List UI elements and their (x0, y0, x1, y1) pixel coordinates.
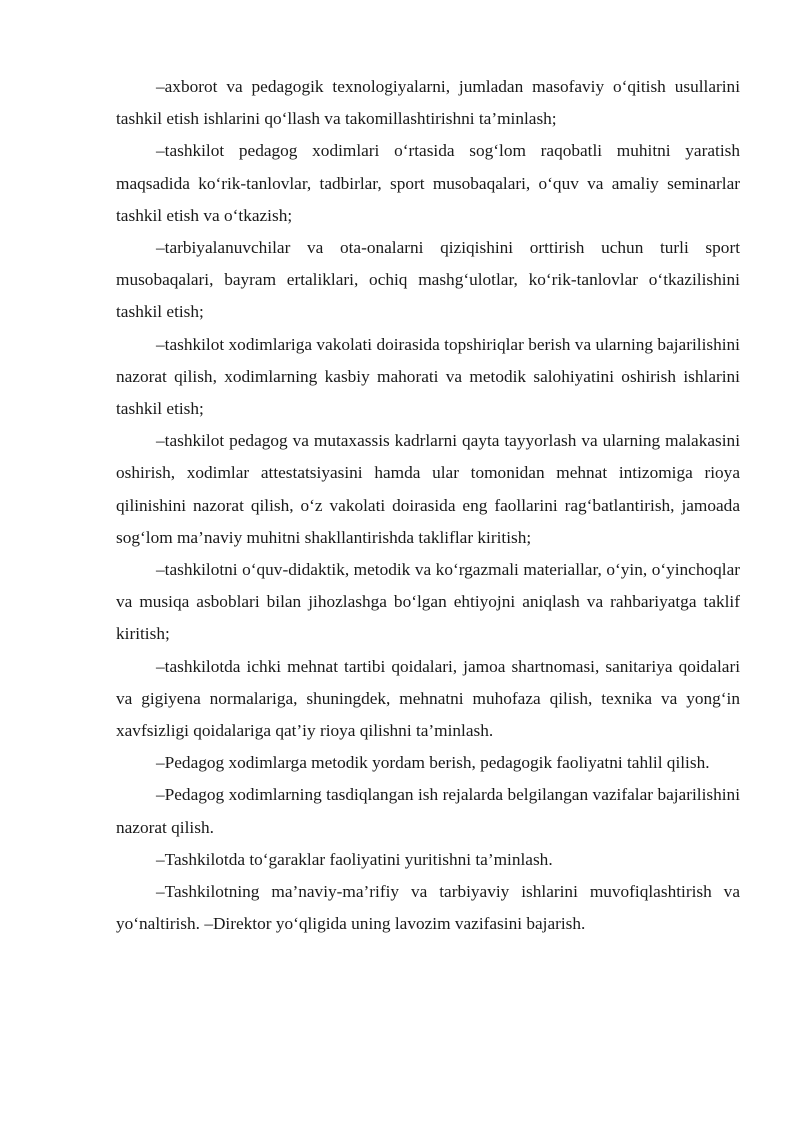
paragraph-5: –tashkilot pedagog va mutaxassis kadrlarni qayta tayyorlash va ularning malakasini oshirish, xodimlar attestatsiyasini hamda ular tomonidan mehnat intizomiga rioya qilinishini nazorat qilish, o‘z vakolati doirasida eng faollarini rag‘batlantirish, jamoada sog‘lom ma’naviy muhitni shakllantirishda takliflar kiritish; (116, 431, 740, 547)
paragraph-1: –axborot va pedagogik texnologiyalarni, jumladan masofaviy o‘qitish usullarini tashkil etish ishlarini qo‘llash va takomillashtirishni ta’minlash; (116, 77, 740, 129)
document-page (116, 71, 740, 940)
paragraph-6: –tashkilotni o‘quv-didaktik, metodik va ko‘rgazmali materiallar, o‘yin, o‘yinchoqlar va musiqa asboblari bilan jihozlashga bo‘lgan ehtiyojni aniqlash va rahbariyatga taklif kiritish; (116, 560, 740, 644)
paragraph-10: –Tashkilotda to‘garaklar faoliyatini yuritishni ta’minlash. (156, 849, 553, 869)
paragraph-3: –tarbiyalanuvchilar va ota-onalarni qiziqishini orttirish uchun turli sport musobaqalari, bayram ertaliklari, ochiq mashg‘ulotlar, ko‘rik-tanlovlar o‘tkazilishini tashkil etish; (116, 238, 740, 322)
paragraph-8: –Pedagog xodimlarga metodik yordam berish, pedagogik faoliyatni tahlil qilish. (156, 753, 710, 773)
paragraph-2: –tashkilot pedagog xodimlari o‘rtasida sog‘lom raqobatli muhitni yaratish maqsadida ko‘rik-tanlovlar, tadbirlar, sport musobaqalari, o‘quv va amaliy seminarlar tashkil etish va o‘tkazish; (116, 141, 740, 225)
paragraph-4: –tashkilot xodimlariga vakolati doirasida topshiriqlar berish va ularning bajarilishini nazorat qilish, xodimlarning kasbiy mahorati va metodik salohiyatini oshirish ishlarini tashkil etish; (116, 334, 740, 419)
paragraph-9: –Pedagog xodimlarning tasdiqlangan ish rejalarda belgilangan vazifalar bajarilishini nazorat qilish. (116, 785, 740, 837)
paragraph-11: –Tashkilotning ma’naviy-ma’rifiy va tarbiyaviy ishlarini muvofiqlashtirish va yo‘naltirish. –Direktor yo‘qligida uning lavozim vazifasini bajarish. (116, 882, 740, 934)
paragraph-7: –tashkilotda ichki mehnat tartibi qoidalari, jamoa shartnomasi, sanitariya qoidalari va gigiyena normalariga, shuningdek, mehnatni muhofaza qilish, texnika va yong‘in xavfsizligi qoidalariga qat’iy rioya qilishni ta’minlash. (116, 656, 740, 741)
